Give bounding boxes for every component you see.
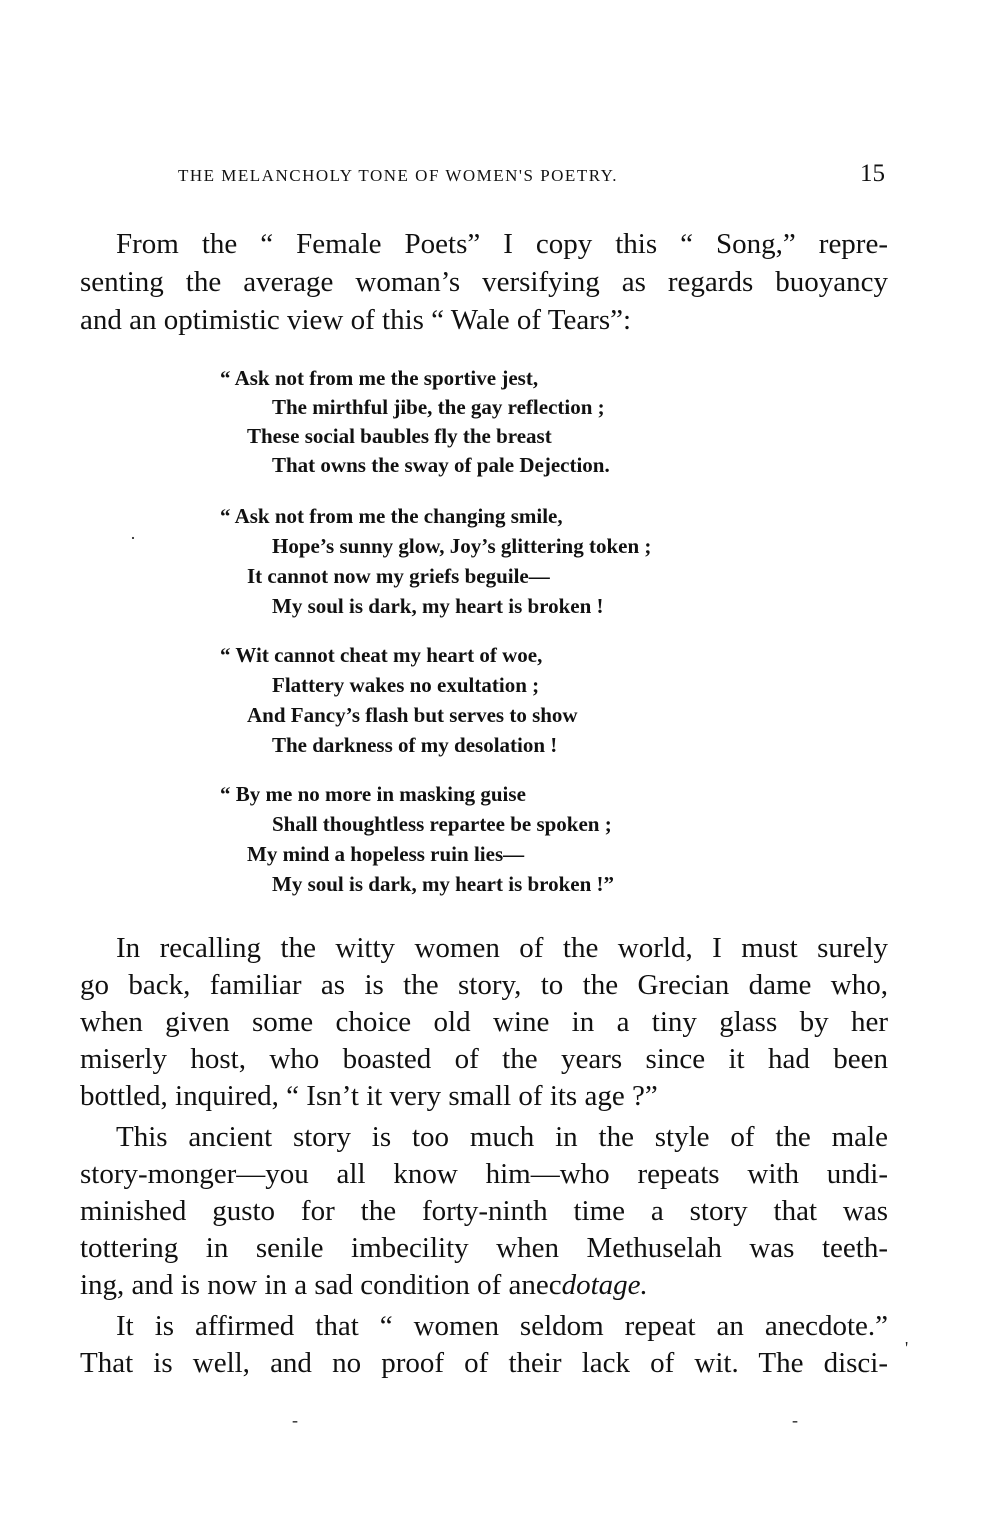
intro-line: senting the average woman’s versifying as regards buoyancy (80, 266, 888, 298)
body-line: miserly host, who boasted of the years since it had been (80, 1043, 888, 1075)
page-number: 15 (860, 160, 885, 187)
poem-line: My soul is dark, my heart is broken ! (272, 594, 604, 618)
body-line: This ancient story is too much in the style of the male (116, 1121, 888, 1153)
body-line: That is well, and no proof of their lack of wit. The disci- (80, 1347, 888, 1379)
poem-line: My soul is dark, my heart is broken !” (272, 872, 615, 896)
italic-word: dotage. (561, 1269, 648, 1301)
body-line-text: ing, and is now in a sad condition of anec (80, 1269, 562, 1301)
stray-mark: - (292, 1410, 298, 1430)
body-line: bottled, inquired, “ Isn’t it very small of its age ?” (80, 1080, 658, 1112)
body-line: minished gusto for the forty-ninth time a story that was (80, 1195, 888, 1227)
poem-line: Flattery wakes no exultation ; (272, 673, 540, 697)
intro-line: and an optimistic view of this “ Wale of Tears”: (80, 304, 632, 336)
poem-line: And Fancy’s flash but serves to show (247, 703, 578, 727)
poem-line: It cannot now my griefs beguile— (247, 564, 550, 588)
body-line: tottering in senile imbecility when Methuselah was teeth- (80, 1232, 888, 1264)
intro-line: From the “ Female Poets” I copy this “ Song,” repre- (116, 228, 888, 260)
stray-mark: ' (905, 1338, 909, 1358)
stray-mark: · (130, 528, 136, 548)
body-line: story-monger—you all know him—who repeats with undi- (80, 1158, 888, 1190)
poem-line: That owns the sway of pale Dejection. (272, 453, 610, 477)
poem-line: “ By me no more in masking guise (220, 782, 526, 806)
stray-mark: - (792, 1410, 798, 1430)
poem-line: “ Ask not from me the changing smile, (220, 504, 563, 528)
poem-line: My mind a hopeless ruin lies— (247, 842, 525, 866)
poem-line: The darkness of my desolation ! (272, 733, 558, 757)
body-line: It is affirmed that “ women seldom repeat an anecdote.” (116, 1310, 888, 1342)
poem-line: “ Wit cannot cheat my heart of woe, (220, 643, 543, 667)
poem-line: “ Ask not from me the sportive jest, (220, 366, 539, 390)
poem-line: Hope’s sunny glow, Joy’s glittering token ; (272, 534, 652, 558)
body-line: In recalling the witty women of the world, I must surely (116, 932, 888, 964)
poem-line: Shall thoughtless repartee be spoken ; (272, 812, 612, 836)
body-line: when given some choice old wine in a tiny glass by her (80, 1006, 888, 1038)
running-title: THE MELANCHOLY TONE OF WOMEN'S POETRY. (178, 166, 618, 185)
poem-line: These social baubles fly the breast (247, 424, 552, 448)
body-line: go back, familiar as is the story, to the Grecian dame who, (80, 969, 888, 1001)
body-line (80, 1267, 888, 1303)
poem-line: The mirthful jibe, the gay reflection ; (272, 395, 605, 419)
